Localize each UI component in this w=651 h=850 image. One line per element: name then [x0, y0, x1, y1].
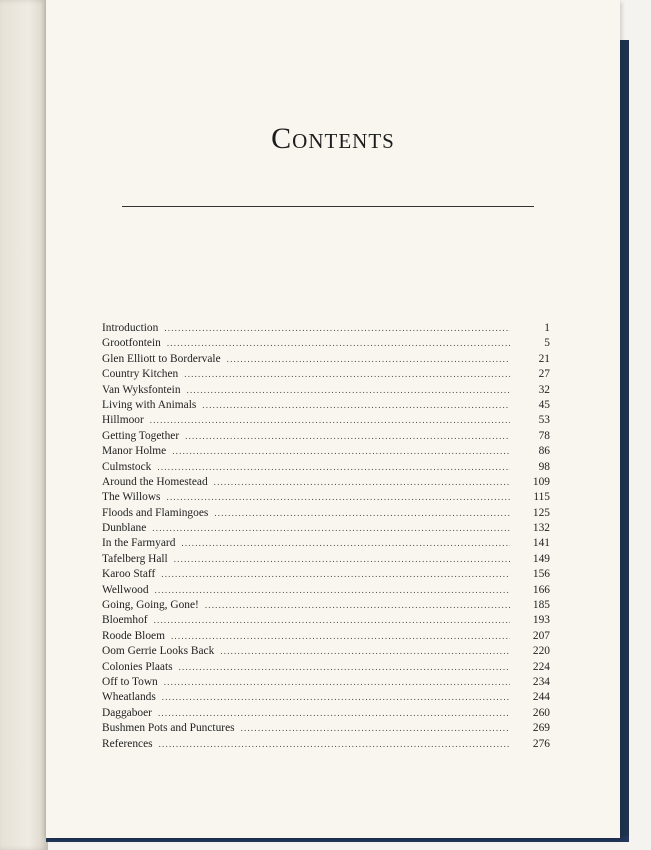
- toc-entry: [102, 337, 550, 352]
- dot-leader: [187, 385, 510, 395]
- toc-entry-title: Colonies Plaats: [102, 660, 173, 673]
- dot-leader: [184, 369, 510, 379]
- toc-entry-title: Daggaboer: [102, 706, 152, 719]
- toc-entry-title: Bloemhof: [102, 614, 148, 627]
- toc-entry-title: Glen Elliott to Bordervale: [102, 352, 221, 365]
- toc-entry-page: 86: [538, 445, 550, 458]
- toc-entry-page: 98: [538, 460, 550, 473]
- toc-entry-page: 21: [538, 352, 550, 365]
- toc-entry-title: Country Kitchen: [102, 368, 179, 381]
- toc-entry-page: 276: [532, 737, 550, 750]
- toc-entry-page: 115: [533, 491, 550, 504]
- dot-leader: [167, 338, 510, 348]
- toc-entry-title: The Willows: [102, 491, 161, 504]
- toc-entry: [102, 399, 550, 414]
- toc-entry-title: Karoo Staff: [102, 568, 156, 581]
- toc-entry-title: Van Wyksfontein: [102, 383, 181, 396]
- toc-entry: [102, 430, 550, 445]
- toc-entry: [102, 568, 550, 583]
- dot-leader: [220, 646, 510, 656]
- table-of-contents: [102, 322, 550, 753]
- toc-entry-page: 260: [532, 706, 550, 719]
- dot-leader: [154, 615, 510, 625]
- toc-entry-page: 53: [538, 414, 550, 427]
- toc-entry-page: 1: [544, 322, 550, 334]
- dot-leader: [181, 538, 510, 548]
- toc-entry-title: Dunblane: [102, 522, 147, 535]
- dot-leader: [227, 354, 510, 364]
- dot-leader: [157, 462, 510, 472]
- dot-leader: [155, 585, 510, 595]
- dot-leader: [179, 662, 510, 672]
- dot-leader: [150, 415, 510, 425]
- toc-entry-page: 234: [532, 675, 550, 688]
- toc-entry: [102, 599, 550, 614]
- dot-leader: [205, 600, 510, 610]
- toc-entry-title: Going, Going, Gone!: [102, 599, 199, 612]
- dot-leader: [164, 323, 510, 333]
- toc-entry-title: Bushmen Pots and Punctures: [102, 722, 235, 735]
- toc-entry-page: 78: [538, 429, 550, 442]
- toc-entry: [102, 461, 550, 476]
- toc-entry-title: Floods and Flamingoes: [102, 506, 209, 519]
- contents-page: [46, 0, 620, 838]
- toc-entry-title: Manor Holme: [102, 445, 167, 458]
- toc-entry-page: 185: [532, 599, 550, 612]
- toc-entry-title: Getting Together: [102, 429, 180, 442]
- toc-entry: [102, 707, 550, 722]
- toc-entry-page: 220: [532, 645, 550, 658]
- toc-entry-page: 5: [544, 337, 550, 350]
- toc-entry: [102, 630, 550, 645]
- toc-entry-title: Roode Bloem: [102, 629, 165, 642]
- toc-entry-title: Introduction: [102, 322, 159, 334]
- toc-entry-page: 224: [532, 660, 550, 673]
- book-cover-edge: [620, 40, 629, 838]
- toc-entry: [102, 368, 550, 383]
- facing-page-edge: [0, 0, 48, 850]
- toc-entry: [102, 584, 550, 599]
- toc-entry: [102, 445, 550, 460]
- toc-entry: [102, 738, 550, 753]
- toc-entry: [102, 507, 550, 522]
- toc-entry: [102, 491, 550, 506]
- toc-entry: [102, 676, 550, 691]
- toc-entry-page: 132: [532, 522, 550, 535]
- dot-leader: [185, 431, 510, 441]
- dot-leader: [162, 692, 510, 702]
- toc-entry-page: 32: [538, 383, 550, 396]
- dot-leader: [152, 523, 510, 533]
- dot-leader: [172, 446, 510, 456]
- toc-entry-title: Around the Homestead: [102, 475, 208, 488]
- toc-entry-title: Culmstock: [102, 460, 152, 473]
- toc-entry: [102, 645, 550, 660]
- toc-entry: [102, 476, 550, 491]
- toc-entry-title: Grootfontein: [102, 337, 161, 350]
- toc-entry: [102, 384, 550, 399]
- toc-entry: [102, 353, 550, 368]
- toc-entry: [102, 691, 550, 706]
- toc-entry-title: Wellwood: [102, 583, 149, 596]
- dot-leader: [214, 477, 510, 487]
- dot-leader: [164, 677, 510, 687]
- dot-leader: [202, 400, 510, 410]
- toc-entry-page: 45: [538, 398, 550, 411]
- toc-entry-page: 193: [532, 614, 550, 627]
- dot-leader: [158, 708, 510, 718]
- page-title: Contents: [271, 122, 395, 155]
- toc-entry-page: 166: [532, 583, 550, 596]
- dot-leader: [167, 492, 511, 502]
- dot-leader: [241, 723, 510, 733]
- toc-entry: [102, 722, 550, 737]
- toc-entry-title: Tafelberg Hall: [102, 552, 168, 565]
- toc-entry: [102, 661, 550, 676]
- dot-leader: [159, 739, 510, 749]
- toc-entry-title: In the Farmyard: [102, 537, 176, 550]
- toc-entry: [102, 553, 550, 568]
- title-divider: [122, 206, 534, 207]
- toc-entry-page: 141: [532, 537, 550, 550]
- dot-leader: [174, 554, 510, 564]
- toc-entry-page: 109: [532, 475, 550, 488]
- toc-entry-title: Hillmoor: [102, 414, 144, 427]
- toc-entry-title: Living with Animals: [102, 398, 197, 411]
- toc-entry-page: 149: [532, 552, 550, 565]
- toc-entry-page: 156: [532, 568, 550, 581]
- dot-leader: [161, 569, 510, 579]
- toc-entry-page: 244: [532, 691, 550, 704]
- toc-entry-page: 27: [538, 368, 550, 381]
- toc-entry-title: Oom Gerrie Looks Back: [102, 645, 215, 658]
- toc-entry-title: References: [102, 737, 153, 750]
- toc-entry: [102, 414, 550, 429]
- toc-entry: [102, 322, 550, 337]
- toc-entry: [102, 537, 550, 552]
- toc-entry-title: Wheatlands: [102, 691, 156, 704]
- dot-leader: [171, 631, 510, 641]
- dot-leader: [214, 508, 510, 518]
- toc-entry-page: 269: [532, 722, 550, 735]
- toc-entry: [102, 522, 550, 537]
- toc-entry-page: 125: [532, 506, 550, 519]
- toc-entry-title: Off to Town: [102, 675, 158, 688]
- toc-entry-page: 207: [532, 629, 550, 642]
- toc-entry: [102, 614, 550, 629]
